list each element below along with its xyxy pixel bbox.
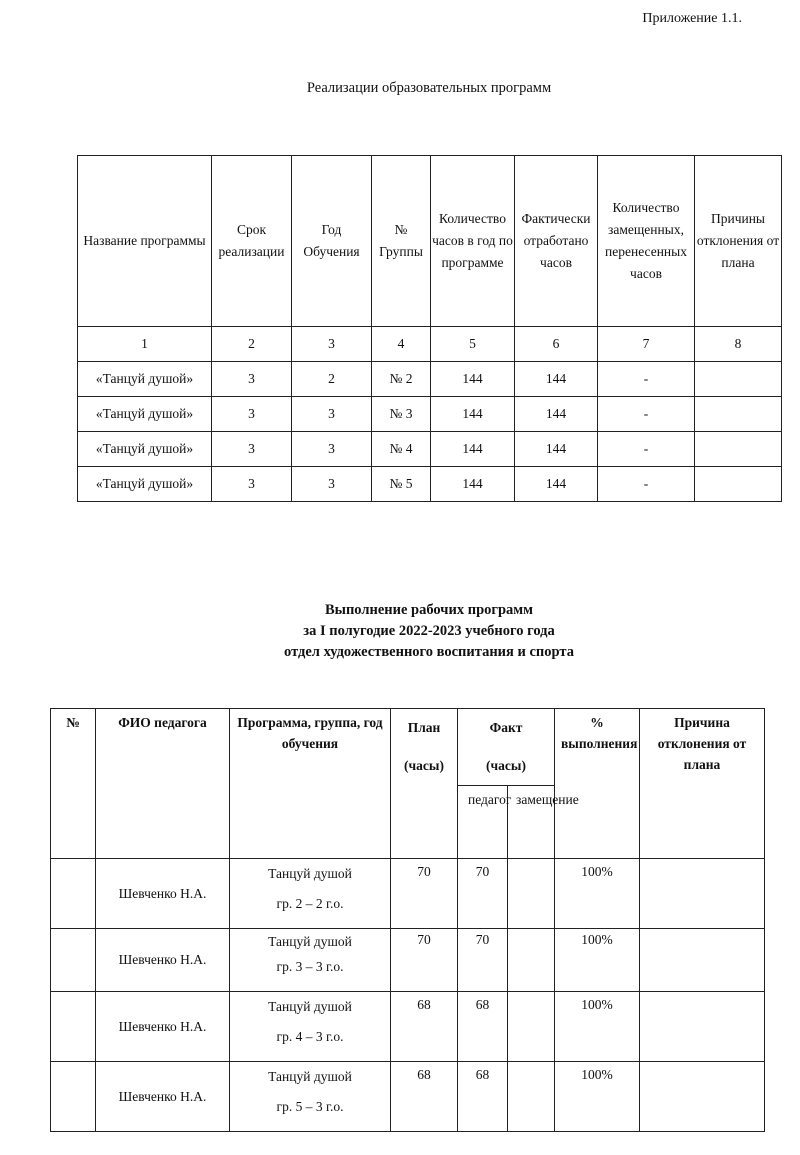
header-duration: Срок реализации <box>212 156 292 327</box>
table1-header-row <box>78 156 782 327</box>
cell-group: № 5 <box>372 467 431 502</box>
cell-duration: 3 <box>212 362 292 397</box>
cell-planned: 144 <box>431 432 515 467</box>
cell-actual: 144 <box>515 467 598 502</box>
header-fact-replacement: замещение <box>508 786 555 859</box>
cell-program: «Танцуй душой» <box>78 397 212 432</box>
cell-percent: 100% <box>555 992 640 1062</box>
cell-fact-teacher: 68 <box>458 992 508 1062</box>
appendix-label: Приложение 1.1. <box>642 11 742 26</box>
cell-replaced: - <box>598 397 695 432</box>
cell-plan: 68 <box>391 992 458 1062</box>
table-row <box>78 362 782 397</box>
header-fact: Факт (часы) <box>458 709 555 786</box>
cell-fact-teacher: 68 <box>458 1062 508 1132</box>
cell-fact-replacement <box>508 929 555 992</box>
col-number: 8 <box>695 327 782 362</box>
cell-year: 2 <box>292 362 372 397</box>
cell-program: «Танцуй душой» <box>78 467 212 502</box>
cell-planned: 144 <box>431 397 515 432</box>
table-row <box>51 929 765 992</box>
header-program: Программа, группа, год обучения <box>230 709 391 859</box>
table-row <box>78 432 782 467</box>
header-program-name: Название программы <box>78 156 212 327</box>
cell-duration: 3 <box>212 432 292 467</box>
work-programs-table <box>50 708 765 1132</box>
header-fio: ФИО педагога <box>96 709 230 859</box>
cell-program <box>230 859 391 929</box>
header-group: № Группы <box>372 156 431 327</box>
cell-replaced: - <box>598 467 695 502</box>
table2-header-row <box>51 709 765 786</box>
table2-title-line: Выполнение рабочих программ <box>324 602 534 618</box>
col-number: 2 <box>212 327 292 362</box>
header-reason: Причина отклонения от плана <box>640 709 765 859</box>
header-fact-teacher: педагог <box>458 786 508 859</box>
cell-fio: Шевченко Н.А. <box>96 1062 230 1132</box>
cell-replaced: - <box>598 432 695 467</box>
table-row <box>78 397 782 432</box>
cell-year: 3 <box>292 397 372 432</box>
cell-planned: 144 <box>431 467 515 502</box>
cell-reasons <box>695 397 782 432</box>
cell-program: «Танцуй душой» <box>78 432 212 467</box>
program-name: Танцуй душой <box>268 934 352 949</box>
program-group: гр. 2 – 2 г.о. <box>276 896 344 911</box>
cell-percent: 100% <box>555 1062 640 1132</box>
header-deviation-reasons: Причины отклонения от плана <box>695 156 782 327</box>
header-percent: % выполнения <box>555 709 640 859</box>
cell-actual: 144 <box>515 362 598 397</box>
program-name: Танцуй душой <box>268 866 352 881</box>
cell-reason <box>640 929 765 992</box>
header-study-year: Год Обучения <box>292 156 372 327</box>
header-num: № <box>51 709 96 859</box>
program-group: гр. 3 – 3 г.о. <box>276 959 344 974</box>
table2-title-line: отдел художественного воспитания и спорта <box>284 644 574 660</box>
cell-fact-teacher: 70 <box>458 859 508 929</box>
cell-duration: 3 <box>212 397 292 432</box>
header-actual-hours: Фактически отработано часов <box>515 156 598 327</box>
table-row <box>78 467 782 502</box>
col-number: 3 <box>292 327 372 362</box>
table1-title: Реализации образовательных программ <box>306 80 552 96</box>
programs-table <box>77 155 782 502</box>
cell-num <box>51 992 96 1062</box>
cell-percent: 100% <box>555 929 640 992</box>
cell-reason <box>640 992 765 1062</box>
program-group: гр. 4 – 3 г.о. <box>276 1029 344 1044</box>
table2-title <box>0 600 800 663</box>
table-row <box>51 992 765 1062</box>
cell-plan: 70 <box>391 929 458 992</box>
cell-actual: 144 <box>515 397 598 432</box>
cell-group: № 3 <box>372 397 431 432</box>
program-group: гр. 5 – 3 г.о. <box>276 1099 344 1114</box>
col-number: 5 <box>431 327 515 362</box>
cell-program <box>230 992 391 1062</box>
cell-fio: Шевченко Н.А. <box>96 859 230 929</box>
cell-reasons <box>695 432 782 467</box>
table-row <box>51 859 765 929</box>
cell-percent: 100% <box>555 859 640 929</box>
cell-fact-replacement <box>508 859 555 929</box>
col-number: 7 <box>598 327 695 362</box>
cell-reason <box>640 859 765 929</box>
col-number: 1 <box>78 327 212 362</box>
header-replaced-hours: Количество замещенных, перенесенных часов <box>598 156 695 327</box>
col-number: 4 <box>372 327 431 362</box>
cell-year: 3 <box>292 432 372 467</box>
cell-fio: Шевченко Н.А. <box>96 992 230 1062</box>
cell-fact-teacher: 70 <box>458 929 508 992</box>
cell-actual: 144 <box>515 432 598 467</box>
cell-group: № 4 <box>372 432 431 467</box>
cell-program: «Танцуй душой» <box>78 362 212 397</box>
cell-reasons <box>695 362 782 397</box>
header-planned-hours: Количество часов в год по программе <box>431 156 515 327</box>
program-name: Танцуй душой <box>268 999 352 1014</box>
table2-title-line: за I полугодие 2022-2023 учебного года <box>303 623 555 639</box>
cell-num <box>51 1062 96 1132</box>
cell-fact-replacement <box>508 992 555 1062</box>
col-number: 6 <box>515 327 598 362</box>
cell-num <box>51 929 96 992</box>
header-plan: План (часы) <box>391 709 458 859</box>
cell-year: 3 <box>292 467 372 502</box>
cell-group: № 2 <box>372 362 431 397</box>
cell-fio: Шевченко Н.А. <box>96 929 230 992</box>
cell-fact-replacement <box>508 1062 555 1132</box>
cell-num <box>51 859 96 929</box>
cell-duration: 3 <box>212 467 292 502</box>
table1-column-numbers <box>78 327 782 362</box>
program-name: Танцуй душой <box>268 1069 352 1084</box>
cell-reason <box>640 1062 765 1132</box>
cell-program <box>230 929 391 992</box>
cell-planned: 144 <box>431 362 515 397</box>
table-row <box>51 1062 765 1132</box>
cell-replaced: - <box>598 362 695 397</box>
cell-plan: 68 <box>391 1062 458 1132</box>
cell-plan: 70 <box>391 859 458 929</box>
cell-reasons <box>695 467 782 502</box>
cell-program <box>230 1062 391 1132</box>
